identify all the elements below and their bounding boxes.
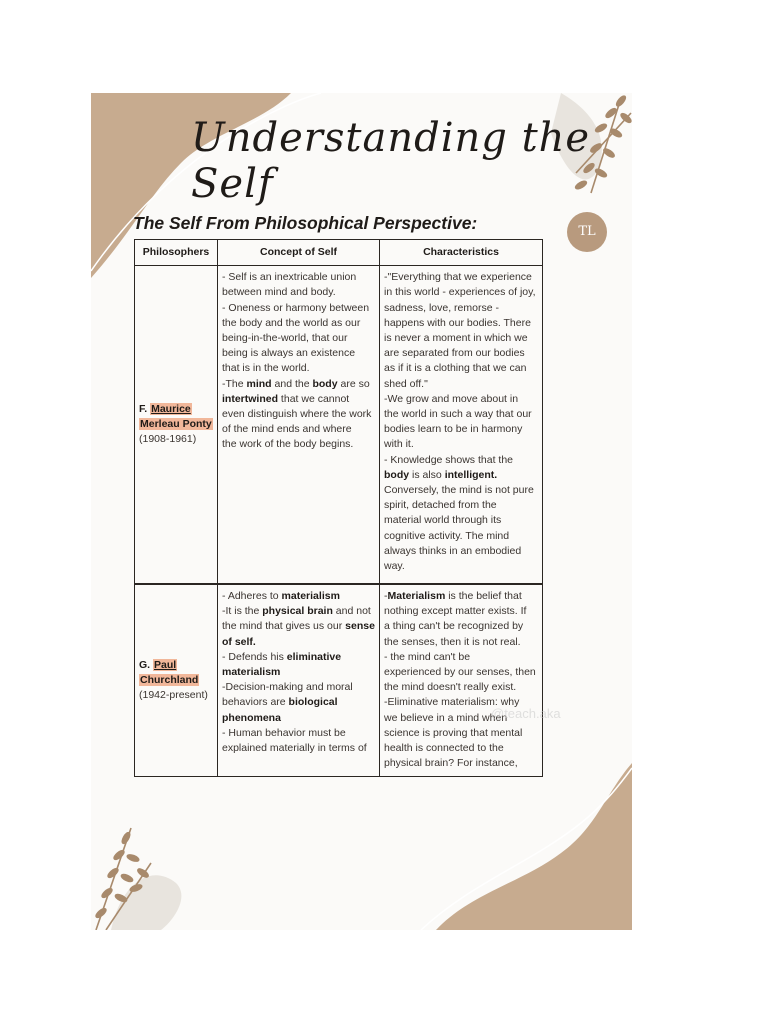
grey-blob-bottom-left <box>111 875 181 930</box>
cell-text-line: explained materially in terms of <box>222 742 367 755</box>
cell-text-line: with it. <box>384 438 414 451</box>
cell-text-line: of self. <box>222 635 256 648</box>
cell-text-line: health is connected to the <box>384 742 504 755</box>
column-header: Philosophers <box>135 240 218 266</box>
philosopher-prefix: G. <box>139 658 154 671</box>
section-subtitle: The Self From Philosophical Perspective: <box>133 213 478 233</box>
cell-text-line: that is in the world. <box>222 362 310 375</box>
column-header: Concept of Self <box>218 240 380 266</box>
cell-text-line: are separated from our bodies <box>384 347 525 360</box>
cell-text-line: - Oneness or harmony between <box>222 301 370 314</box>
cell-text-line: in this world - experiences of joy, <box>384 286 536 299</box>
cell-text-line: the senses, then it is not real. <box>384 635 521 648</box>
philosopher-years: (1908-1961) <box>139 433 197 446</box>
cell-text-line: the body and the world as our <box>222 316 361 329</box>
cell-text-line: of the mind ends and where <box>222 423 352 436</box>
cell-text-line: between mind and body. <box>222 286 336 299</box>
cell-text-line: the work of the body begins. <box>222 438 354 451</box>
concept-cell <box>218 266 380 584</box>
cell-text-line: - Human behavior must be <box>222 726 346 739</box>
characteristics-cell <box>380 266 543 584</box>
cell-text-line: the world in such a way that our <box>384 408 532 421</box>
cell-text-line: happens with our bodies. There <box>384 316 531 329</box>
cell-text-line: we believe in a mind when <box>384 711 508 724</box>
cell-text-line: -Decision-making and moral <box>222 681 353 694</box>
table-row <box>135 585 543 777</box>
cell-text-line: -Eliminative materialism: why <box>384 696 520 709</box>
cell-text-line: -"Everything that we experience <box>384 271 532 284</box>
cell-text-line: - Knowledge shows that the <box>384 453 513 466</box>
cell-text-line: the mind doesn't really exist. <box>384 681 517 694</box>
cell-text-line: bodies learn to be in harmony <box>384 423 523 436</box>
cell-text-line: body is also intelligent. <box>384 468 498 481</box>
cell-text-line: nothing except matter exists. If <box>384 605 527 618</box>
philosopher-years: (1942-present) <box>139 689 208 702</box>
cell-text-line: shed off." <box>384 377 428 390</box>
cell-text-line: being is always an existence <box>222 347 356 360</box>
cell-text-line: -The mind and the body are so <box>222 377 370 390</box>
cell-text-line: -Materialism is the belief that <box>384 590 522 602</box>
cell-text-line: material world through its <box>384 514 502 527</box>
cell-text-line: science is proving that mental <box>384 726 523 739</box>
philosopher-first-name: Maurice <box>151 402 191 415</box>
cell-text-line: sadness, love, remorse - <box>384 301 499 314</box>
tan-blob-bottom-right <box>436 763 632 930</box>
cell-text-line: -It is the physical brain and not <box>222 605 371 618</box>
philosopher-last-name: Churchland <box>140 673 199 686</box>
cell-text-line: - Adheres to materialism <box>222 590 340 602</box>
philosopher-cell <box>135 266 218 584</box>
table-header-row <box>135 240 543 266</box>
philosopher-prefix: F. <box>139 402 151 415</box>
worksheet-page <box>91 93 632 930</box>
characteristics-cell <box>380 585 543 777</box>
cell-text-line: -We grow and move about in <box>384 392 519 405</box>
cell-text-line: materialism <box>222 666 281 679</box>
cell-text-line: being-in-the-world, that our <box>222 332 348 345</box>
page-title: Understanding the Self <box>191 115 591 207</box>
cell-text-line: phenomena <box>222 711 281 724</box>
cell-text-line: cognitive activity. The mind <box>384 529 510 542</box>
watermark: @teach.aka <box>491 706 561 721</box>
philosopher-cell <box>135 585 218 777</box>
table-row <box>135 266 543 584</box>
cell-text-line: - Defends his eliminative <box>222 650 342 663</box>
philosophers-table <box>134 239 543 584</box>
cell-text-line: behaviors are biological <box>222 696 338 709</box>
philosopher-last-name: Merleau Ponty <box>140 418 212 431</box>
column-header: Characteristics <box>380 240 543 266</box>
cell-text-line: spirit, detached from the <box>384 499 497 512</box>
cell-text-line: - Self is an inextricable union <box>222 271 357 284</box>
cell-text-line: even distinguish where the work <box>222 408 372 421</box>
cell-text-line: physical brain? For instance, <box>384 757 518 770</box>
cell-text-line: as if it is a clothing that we can <box>384 362 527 375</box>
brand-logo: TL <box>567 212 607 252</box>
philosophers-table-continued <box>134 584 543 777</box>
concept-cell <box>218 585 380 777</box>
cell-text-line: a thing can't be recognized by <box>384 620 524 633</box>
cell-text-line: intertwined that we cannot <box>222 392 350 405</box>
cell-text-line: - the mind can't be <box>384 650 471 663</box>
cell-text-line: way. <box>384 560 405 573</box>
cell-text-line: always thinks in an embodied <box>384 544 522 557</box>
cell-text-line: Conversely, the mind is not pure <box>384 484 534 497</box>
cell-text-line: is never a moment in which we <box>384 332 528 345</box>
cell-text-line: the mind that gives us our sense <box>222 620 375 633</box>
cell-text-line: experienced by our senses, then <box>384 666 536 679</box>
philosopher-first-name: Paul <box>154 658 177 671</box>
